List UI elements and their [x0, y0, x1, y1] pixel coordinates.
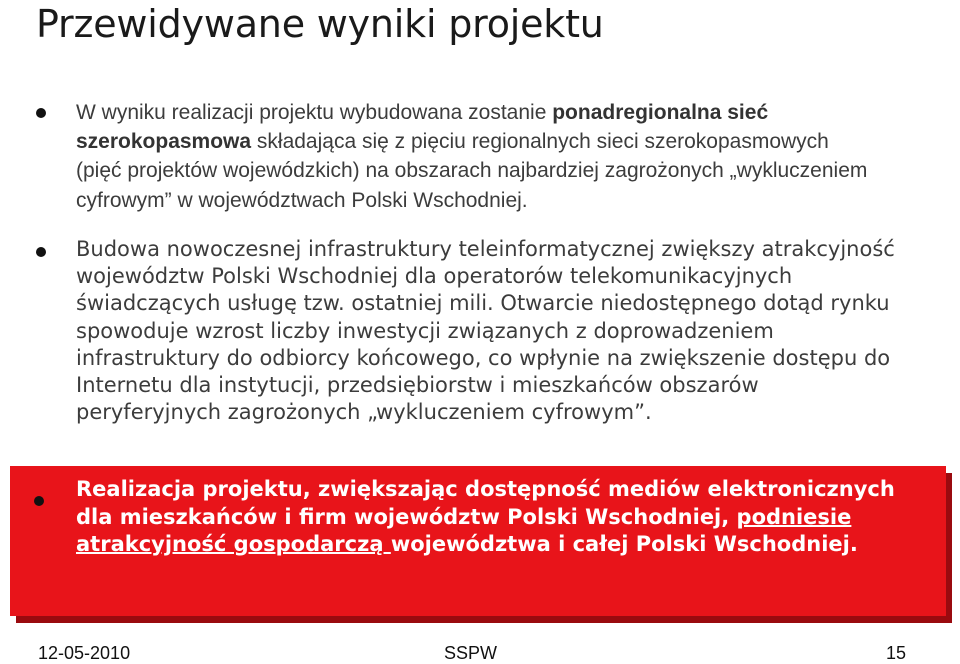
bullet-marker	[34, 496, 44, 506]
bullet-3-part-1: Realizacja projektu, zwiększając dostępność mediów elektronicznych dla mieszkańców i firm województw Polski Wschodniej,	[76, 477, 895, 529]
highlight-box	[10, 466, 946, 616]
bullet-1-text	[76, 98, 876, 215]
footer-page-number: 15	[886, 643, 907, 663]
slide-title: Przewidywane wyniki projektu	[36, 2, 604, 46]
bullet-3-text	[76, 476, 916, 559]
bullet-1-bold: ponadregionalna sieć szerokopasmowa	[76, 101, 769, 154]
bullet-1-part-2: składająca się z pięciu regionalnych sieci szerokopasmowych (pięć projektów wojewódzkich) na obszarach najbardziej zagrożonych „wykluczeniem cyfrowym” w województwach Polski Wschodniej.	[76, 130, 868, 212]
footer-date: 12-05-2010	[38, 643, 131, 663]
bullet-2-text: Budowa nowoczesnej infrastruktury teleinformatycznej zwiększy atrakcyjność województw Polski Wschodniej dla operatorów telekomunikacyjnych świadczących usługę tzw. ostatniej mili. Otwarcie niedostępnego dotąd rynku spowoduje wzrost liczby inwestycji związanych z doprowadzeniem infrastruktury do odbiorcy końcowego, co wpłynie na zwiększenie dostępu do Internetu dla instytucji, przedsiębiorstw i mieszkańców obszarów peryferyjnych zagrożonych „wykluczeniem cyfrowym”.	[76, 237, 895, 425]
bullet-marker	[36, 247, 46, 257]
bullet-1-part-1: W wyniku realizacji projektu wybudowana zostanie	[76, 101, 553, 124]
footer-center: SSPW	[444, 643, 498, 663]
bullet-marker	[36, 108, 46, 118]
bullet-3-underlined: podniesie atrakcyjność gospodarczą	[76, 504, 852, 557]
bullet-3-part-2: województwa i całej Polski Wschodniej.	[390, 532, 858, 557]
